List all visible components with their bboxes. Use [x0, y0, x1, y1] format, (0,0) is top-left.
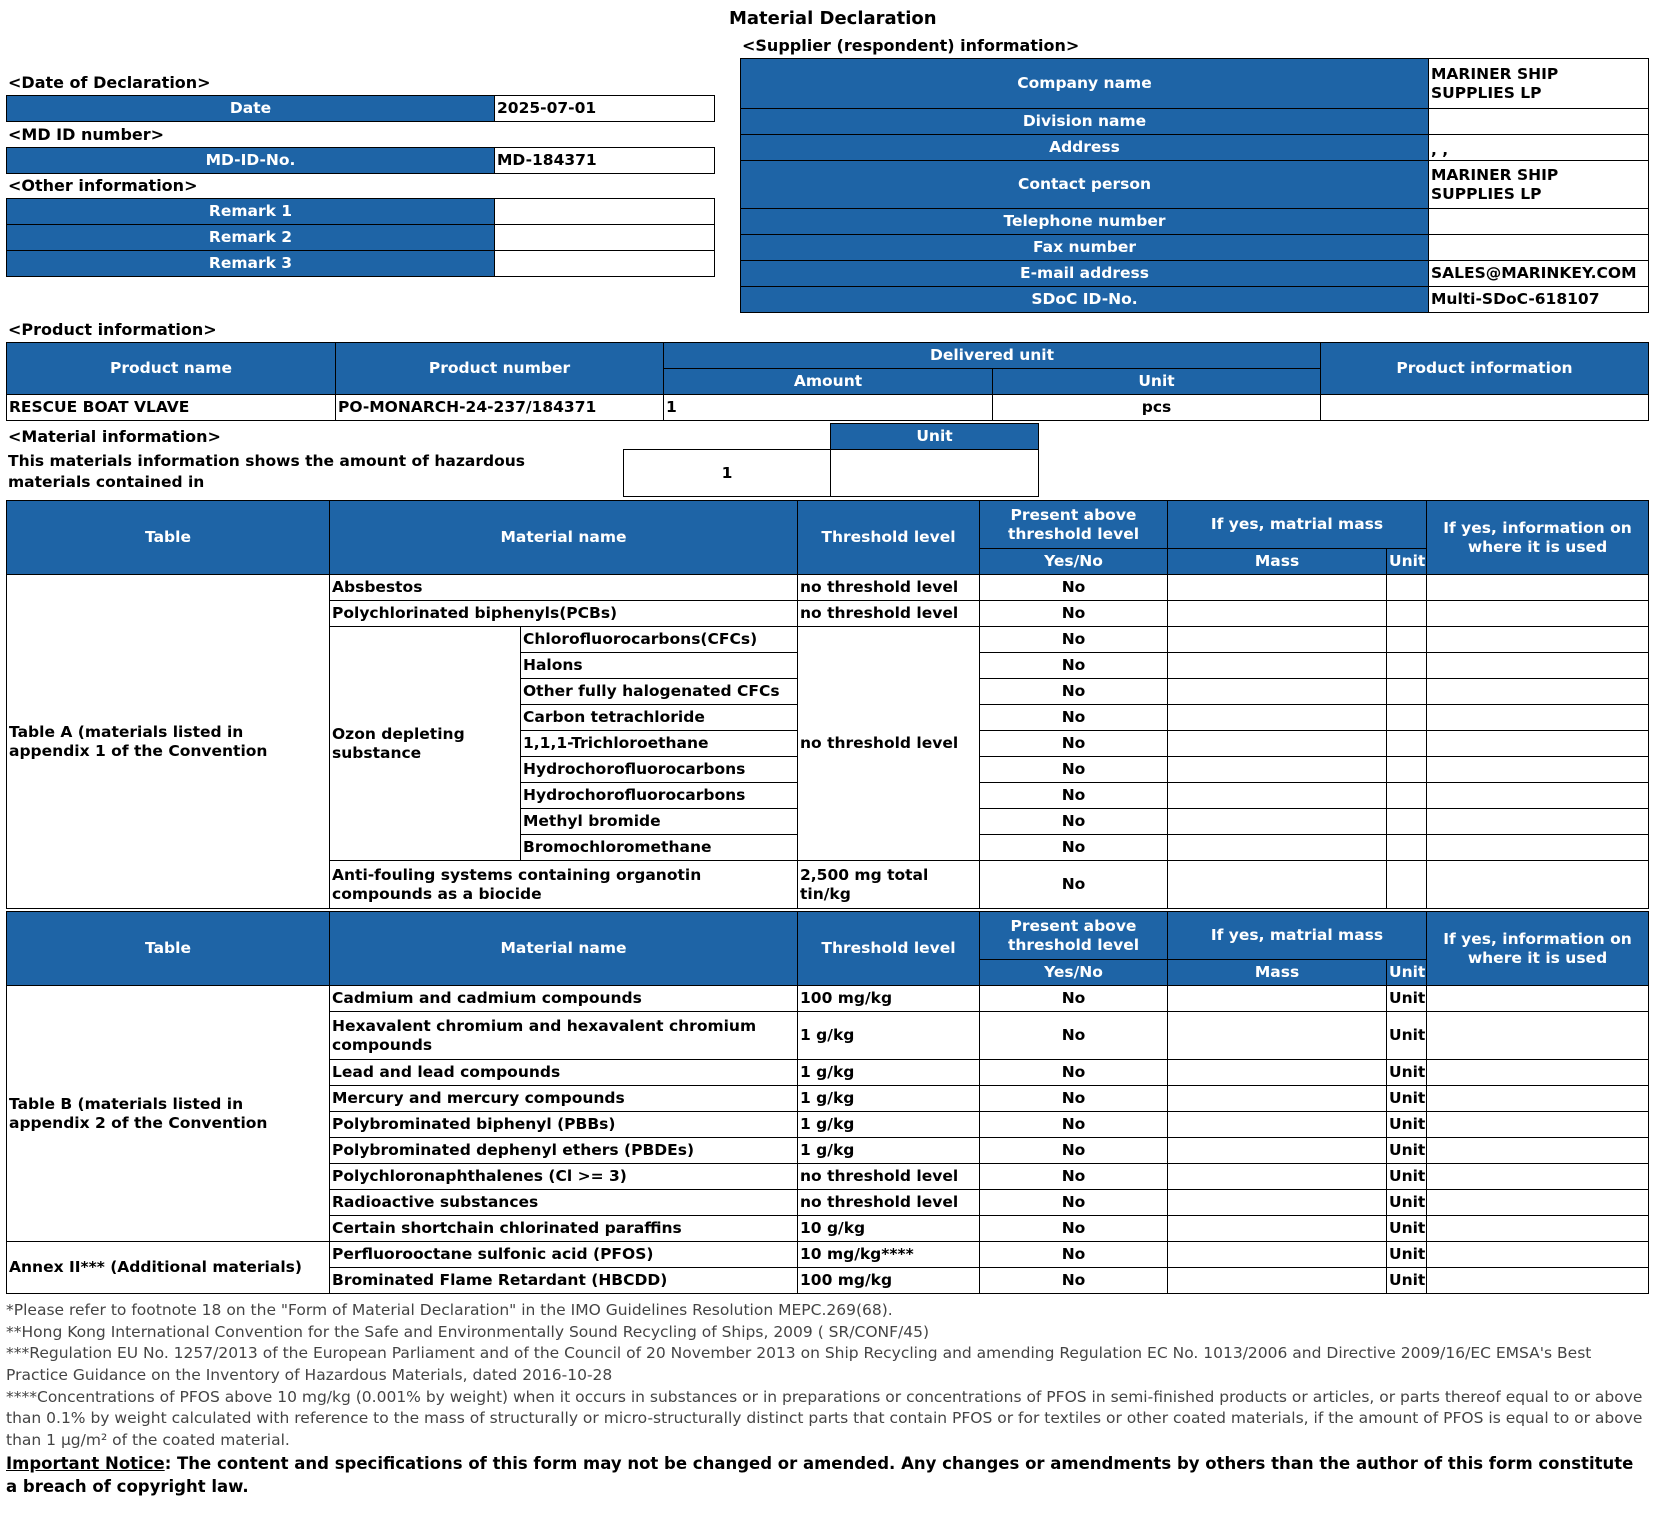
- yesno-value[interactable]: No: [980, 1242, 1168, 1268]
- contact-person-label: Contact person: [741, 161, 1429, 209]
- where-used-field[interactable]: [1427, 627, 1649, 653]
- unit-field[interactable]: [1387, 705, 1427, 731]
- material-name: Polybrominated dephenyl ethers (PBDEs): [330, 1138, 798, 1164]
- material-name: Brominated Flame Retardant (HBCDD): [330, 1268, 798, 1294]
- telephone-label: Telephone number: [741, 209, 1429, 235]
- where-used-field[interactable]: [1427, 705, 1649, 731]
- yesno-value[interactable]: No: [980, 575, 1168, 601]
- material-unit-header-table: [830, 423, 1039, 450]
- threshold-level: 1 g/kg: [798, 1112, 980, 1138]
- unit-value[interactable]: Unit: [1387, 1268, 1427, 1294]
- threshold-level: 1 g/kg: [798, 1138, 980, 1164]
- yesno-value[interactable]: No: [980, 1138, 1168, 1164]
- threshold-level: no threshold level: [798, 601, 980, 627]
- material-name: Polychloronaphthalenes (Cl >= 3): [330, 1164, 798, 1190]
- threshold-level: no threshold level: [798, 1164, 980, 1190]
- where-used-field[interactable]: [1427, 653, 1649, 679]
- table-a-material-header: Material name: [330, 501, 798, 575]
- footnote-4: ****Concentrations of PFOS above 10 mg/kg (0.001% by weight) when it occurs in substances or in preparations or concentrations of PFOS in semi-finished products or articles, or parts thereof equal to or above than 0.1% by weight calculated with reference to the mass of structurally or micro-structurally distinct parts that contain PFOS or for textiles or other coated materials, if the amount of PFOS is equal to or above than 1 μg/m² of the coated material.: [6, 1387, 1643, 1450]
- material-name: Hydrochorofluorocarbons: [521, 757, 798, 783]
- yesno-value[interactable]: No: [980, 1164, 1168, 1190]
- product-number-header: Product number: [336, 343, 664, 395]
- where-used-field[interactable]: [1427, 575, 1649, 601]
- threshold-level: 100 mg/kg: [798, 1268, 980, 1294]
- unit-field[interactable]: [1387, 627, 1427, 653]
- material-name: Chlorofluorocarbons(CFCs): [521, 627, 798, 653]
- where-used-field[interactable]: [1427, 731, 1649, 757]
- table-b-label: Table B (materials listed in appendix 2 of the Convention: [7, 986, 330, 1242]
- unit-value[interactable]: Unit: [1387, 1060, 1427, 1086]
- table-a-mass-header: Mass: [1168, 549, 1387, 575]
- product-number-field[interactable]: PO-MONARCH-24-237/184371: [336, 395, 664, 421]
- where-used-field[interactable]: [1427, 1242, 1649, 1268]
- where-used-field[interactable]: [1427, 783, 1649, 809]
- supplier-table: [740, 58, 1649, 313]
- where-used-field[interactable]: [1427, 986, 1649, 1012]
- ozone-depleting-label: Ozon depleting substance: [330, 627, 521, 861]
- mass-field[interactable]: [1168, 627, 1387, 653]
- mass-field[interactable]: [1168, 861, 1387, 909]
- where-used-field[interactable]: [1427, 835, 1649, 861]
- where-used-field[interactable]: [1427, 1216, 1649, 1242]
- material-name: Methyl bromide: [521, 809, 798, 835]
- table-b-present-header: Present above threshold level: [980, 912, 1168, 960]
- yesno-value[interactable]: No: [980, 1112, 1168, 1138]
- material-amount-field[interactable]: 1: [624, 450, 831, 497]
- where-used-field[interactable]: [1427, 1112, 1649, 1138]
- email-label: E-mail address: [741, 261, 1429, 287]
- mdid-field[interactable]: MD-184371: [495, 148, 715, 174]
- where-used-field[interactable]: [1427, 1086, 1649, 1112]
- table-b-unit-header: Unit: [1387, 960, 1427, 986]
- table-b: [6, 911, 1649, 1294]
- company-name-field[interactable]: MARINER SHIP SUPPLIES LP: [1429, 59, 1649, 109]
- important-notice: [6, 1452, 1648, 1498]
- unit-value[interactable]: Unit: [1387, 1242, 1427, 1268]
- unit-value[interactable]: Unit: [1387, 1012, 1427, 1060]
- unit-field[interactable]: [1387, 783, 1427, 809]
- threshold-level: 2,500 mg total tin/kg: [798, 861, 980, 909]
- material-name: Lead and lead compounds: [330, 1060, 798, 1086]
- material-name: Perfluorooctane sulfonic acid (PFOS): [330, 1242, 798, 1268]
- unit-field[interactable]: [1387, 861, 1427, 909]
- where-used-field[interactable]: [1427, 601, 1649, 627]
- unit-value[interactable]: Unit: [1387, 1112, 1427, 1138]
- where-used-field[interactable]: [1427, 1164, 1649, 1190]
- yesno-value[interactable]: No: [980, 1268, 1168, 1294]
- division-name-label: Division name: [741, 109, 1429, 135]
- yesno-value[interactable]: No: [980, 1216, 1168, 1242]
- unit-value[interactable]: Unit: [1387, 1164, 1427, 1190]
- threshold-level: no threshold level: [798, 1190, 980, 1216]
- material-name: Halons: [521, 653, 798, 679]
- material-name: Bromochloromethane: [521, 835, 798, 861]
- table-b-mass-header: Mass: [1168, 960, 1387, 986]
- product-table: [6, 342, 1649, 421]
- where-used-field[interactable]: [1427, 757, 1649, 783]
- mass-field[interactable]: [1168, 653, 1387, 679]
- mdid-table: [6, 147, 715, 174]
- product-name-field[interactable]: RESCUE BOAT VLAVE: [7, 395, 336, 421]
- material-name: Polychlorinated biphenyls(PCBs): [330, 601, 798, 627]
- mass-field[interactable]: [1168, 986, 1387, 1012]
- mass-field[interactable]: [1168, 1242, 1387, 1268]
- mass-field[interactable]: [1168, 601, 1387, 627]
- where-used-field[interactable]: [1427, 1060, 1649, 1086]
- notice-label: Important Notice: [6, 1453, 165, 1473]
- threshold-level: 1 g/kg: [798, 1086, 980, 1112]
- table-a: [6, 500, 1649, 909]
- mdid-heading: <MD ID number>: [8, 125, 165, 144]
- date-field[interactable]: 2025-07-01: [495, 96, 715, 122]
- fax-label: Fax number: [741, 235, 1429, 261]
- unit-field[interactable]: [1387, 575, 1427, 601]
- remark-1-label: Remark 1: [7, 199, 495, 225]
- yesno-value[interactable]: No: [980, 861, 1168, 909]
- material-heading: <Material information>: [8, 427, 221, 446]
- material-intro-text: This materials information shows the amount of hazardous materials contained in: [8, 452, 525, 491]
- material-name: Cadmium and cadmium compounds: [330, 986, 798, 1012]
- footnote-1: *Please refer to footnote 18 on the "Form of Material Declaration" in the IMO Guidelines Resolution MEPC.269(68).: [6, 1301, 893, 1319]
- where-used-field[interactable]: [1427, 679, 1649, 705]
- table-b-yesno-header: Yes/No: [980, 960, 1168, 986]
- table-b-table-header: Table: [7, 912, 330, 986]
- remark-3-label: Remark 3: [7, 251, 495, 277]
- other-info-heading: <Other information>: [8, 176, 198, 195]
- remark-2-field[interactable]: [495, 225, 715, 251]
- material-name: 1,1,1-Trichloroethane: [521, 731, 798, 757]
- yesno-value[interactable]: No: [980, 1086, 1168, 1112]
- threshold-level: 10 g/kg: [798, 1216, 980, 1242]
- material-name: Polybrominated biphenyl (PBBs): [330, 1112, 798, 1138]
- material-amount-table: [623, 449, 1039, 497]
- where-used-field[interactable]: [1427, 809, 1649, 835]
- table-a-threshold-header: Threshold level: [798, 501, 980, 575]
- yesno-value[interactable]: No: [980, 731, 1168, 757]
- material-name: Other fully halogenated CFCs: [521, 679, 798, 705]
- unit-field[interactable]: [1387, 601, 1427, 627]
- sdoc-id-field[interactable]: Multi-SDoC-618107: [1429, 287, 1649, 313]
- unit-value[interactable]: Unit: [1387, 986, 1427, 1012]
- date-table: [6, 95, 715, 122]
- table-b-material-header: Material name: [330, 912, 798, 986]
- threshold-level: 100 mg/kg: [798, 986, 980, 1012]
- mass-field[interactable]: [1168, 1060, 1387, 1086]
- where-used-field[interactable]: [1427, 1190, 1649, 1216]
- table-a-present-header: Present above threshold level: [980, 501, 1168, 549]
- unit-field[interactable]: [1387, 731, 1427, 757]
- mass-field[interactable]: [1168, 757, 1387, 783]
- unit-value[interactable]: Unit: [1387, 1086, 1427, 1112]
- material-unit-header: Unit: [831, 424, 1039, 450]
- amount-header: Amount: [664, 369, 993, 395]
- mass-field[interactable]: [1168, 835, 1387, 861]
- footnote-2: **Hong Kong International Convention for the Safe and Environmentally Sound Recycling of Ships, 2009 ( SR/CONF/45): [6, 1322, 930, 1341]
- threshold-level: 1 g/kg: [798, 1012, 980, 1060]
- where-used-field[interactable]: [1427, 1012, 1649, 1060]
- remark-1-field[interactable]: [495, 199, 715, 225]
- yesno-value[interactable]: No: [980, 757, 1168, 783]
- table-a-unit-header: Unit: [1387, 549, 1427, 575]
- company-name-label: Company name: [741, 59, 1429, 109]
- yesno-value[interactable]: No: [980, 835, 1168, 861]
- mdid-label: MD-ID-No.: [7, 148, 495, 174]
- remark-3-field[interactable]: [495, 251, 715, 277]
- material-name: Radioactive substances: [330, 1190, 798, 1216]
- table-b-where-header: If yes, information on where it is used: [1427, 912, 1649, 986]
- mass-field[interactable]: [1168, 679, 1387, 705]
- material-name: Hexavalent chromium and hexavalent chromium compounds: [330, 1012, 798, 1060]
- table-a-yesno-header: Yes/No: [980, 549, 1168, 575]
- mass-field[interactable]: [1168, 731, 1387, 757]
- fax-field[interactable]: [1429, 235, 1649, 261]
- mass-field[interactable]: [1168, 1112, 1387, 1138]
- amount-field[interactable]: 1: [664, 395, 993, 421]
- mass-field[interactable]: [1168, 1138, 1387, 1164]
- date-heading: <Date of Declaration>: [8, 73, 211, 92]
- unit-field[interactable]: [1387, 835, 1427, 861]
- yesno-value[interactable]: No: [980, 1190, 1168, 1216]
- unit-field[interactable]: [1387, 653, 1427, 679]
- material-name: Absbestos: [330, 575, 798, 601]
- where-used-field[interactable]: [1427, 1138, 1649, 1164]
- yesno-value[interactable]: No: [980, 1060, 1168, 1086]
- material-name: Mercury and mercury compounds: [330, 1086, 798, 1112]
- annex-label: Annex II*** (Additional materials): [7, 1242, 330, 1294]
- mass-field[interactable]: [1168, 1012, 1387, 1060]
- mass-field[interactable]: [1168, 1086, 1387, 1112]
- delivered-unit-header: Delivered unit: [664, 343, 1321, 369]
- material-unit-field[interactable]: [831, 450, 1039, 497]
- yesno-value[interactable]: No: [980, 1012, 1168, 1060]
- table-a-table-header: Table: [7, 501, 330, 575]
- table-a-label: Table A (materials listed in appendix 1 of the Convention: [7, 575, 330, 909]
- yesno-value[interactable]: No: [980, 809, 1168, 835]
- supplier-heading: <Supplier (respondent) information>: [742, 36, 1080, 55]
- material-name: Hydrochorofluorocarbons: [521, 783, 798, 809]
- ozone-threshold-level: no threshold level: [798, 627, 980, 861]
- threshold-level: 1 g/kg: [798, 1060, 980, 1086]
- table-b-threshold-header: Threshold level: [798, 912, 980, 986]
- contact-person-field[interactable]: MARINER SHIP SUPPLIES LP: [1429, 161, 1649, 209]
- telephone-field[interactable]: [1429, 209, 1649, 235]
- page-title: Material Declaration: [729, 8, 937, 29]
- unit-value[interactable]: Unit: [1387, 1190, 1427, 1216]
- mass-field[interactable]: [1168, 809, 1387, 835]
- product-info-field[interactable]: [1321, 395, 1649, 421]
- where-used-field[interactable]: [1427, 1268, 1649, 1294]
- mass-field[interactable]: [1168, 575, 1387, 601]
- yesno-value[interactable]: No: [980, 705, 1168, 731]
- unit-field[interactable]: [1387, 757, 1427, 783]
- material-name: Anti-fouling systems containing organotin compounds as a biocide: [330, 861, 798, 909]
- product-name-header: Product name: [7, 343, 336, 395]
- remarks-table: [6, 198, 715, 277]
- email-field[interactable]: SALES@MARINKEY.COM: [1429, 261, 1649, 287]
- yesno-value[interactable]: No: [980, 986, 1168, 1012]
- mass-field[interactable]: [1168, 1268, 1387, 1294]
- product-heading: <Product information>: [8, 320, 217, 339]
- footnote-3: ***Regulation EU No. 1257/2013 of the European Parliament and of the Council of 20 November 2013 on Ship Recycling and amending Regulation EC No. 1013/2006 and Directive 2009/16/EC EMSA's Best Practice Guidance on the Inventory of Hazardous Materials, dated 2016-10-28: [6, 1344, 1592, 1385]
- unit-header: Unit: [993, 369, 1321, 395]
- mass-field[interactable]: [1168, 1190, 1387, 1216]
- unit-field[interactable]: pcs: [993, 395, 1321, 421]
- table-b-mass-group-header: If yes, matrial mass: [1168, 912, 1427, 960]
- product-info-header: Product information: [1321, 343, 1649, 395]
- date-label: Date: [7, 96, 495, 122]
- address-label: Address: [741, 135, 1429, 161]
- threshold-level: 10 mg/kg****: [798, 1242, 980, 1268]
- material-name: Carbon tetrachloride: [521, 705, 798, 731]
- mass-field[interactable]: [1168, 783, 1387, 809]
- notice-text: : The content and specifications of this form may not be changed or amended. Any changes or amendments by others than the author of this form constitute a breach of copyright law.: [6, 1453, 1634, 1496]
- unit-value[interactable]: Unit: [1387, 1138, 1427, 1164]
- unit-field[interactable]: [1387, 679, 1427, 705]
- unit-field[interactable]: [1387, 809, 1427, 835]
- yesno-value[interactable]: No: [980, 601, 1168, 627]
- mass-field[interactable]: [1168, 1216, 1387, 1242]
- division-name-field[interactable]: [1429, 109, 1649, 135]
- mass-field[interactable]: [1168, 705, 1387, 731]
- sdoc-id-label: SDoC ID-No.: [741, 287, 1429, 313]
- where-used-field[interactable]: [1427, 861, 1649, 909]
- remark-2-label: Remark 2: [7, 225, 495, 251]
- yesno-value[interactable]: No: [980, 653, 1168, 679]
- yesno-value[interactable]: No: [980, 679, 1168, 705]
- yesno-value[interactable]: No: [980, 783, 1168, 809]
- unit-value[interactable]: Unit: [1387, 1216, 1427, 1242]
- material-name: Certain shortchain chlorinated paraffins: [330, 1216, 798, 1242]
- table-a-mass-group-header: If yes, matrial mass: [1168, 501, 1427, 549]
- address-field[interactable]: , ,: [1429, 135, 1649, 161]
- threshold-level: no threshold level: [798, 575, 980, 601]
- mass-field[interactable]: [1168, 1164, 1387, 1190]
- footnotes: [6, 1300, 1648, 1498]
- table-a-where-header: If yes, information on where it is used: [1427, 501, 1649, 575]
- yesno-value[interactable]: No: [980, 627, 1168, 653]
